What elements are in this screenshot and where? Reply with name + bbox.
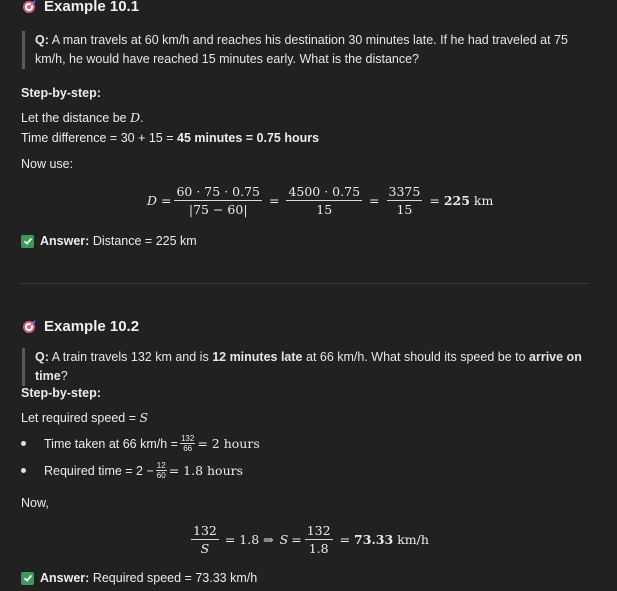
- eq-unit: km: [473, 193, 494, 208]
- small-fraction-den: 60: [156, 471, 166, 480]
- eq-mid: = 1.8 ⇒: [224, 532, 274, 547]
- fraction-1-den: S: [200, 541, 210, 556]
- eq-unit: km/h: [397, 532, 429, 547]
- eq-result: 225: [443, 193, 470, 208]
- eq-sign: =: [339, 532, 351, 547]
- example-2-heading: [22, 318, 139, 335]
- example-1-heading: [22, 0, 139, 15]
- bullet-dot: [21, 468, 26, 473]
- question-text: at 66 km/h. What should its speed be to: [302, 350, 530, 364]
- let-distance: Let the distance be D.: [21, 110, 144, 125]
- bullet-text: Required time = 2 −: [44, 463, 154, 478]
- fraction-2: [305, 522, 333, 557]
- time-difference: [21, 131, 319, 145]
- bullet-required-time: [21, 461, 243, 480]
- fraction-1-num: 60 · 75 · 0.75: [176, 184, 260, 199]
- fraction-2-num: 4500 · 0.75: [288, 184, 361, 199]
- small-fraction: [156, 461, 167, 480]
- bullet-dot: [21, 441, 26, 446]
- fraction-2-num: 132: [306, 523, 331, 538]
- eq-sign: =: [429, 193, 440, 208]
- example-2-question: [22, 348, 615, 386]
- let-var: S: [139, 410, 149, 425]
- question-prefix: Q:: [35, 350, 49, 364]
- fraction-3-den: 15: [396, 202, 413, 217]
- bullet-result: = 1.8 hours: [168, 463, 244, 478]
- eq-var: S: [279, 532, 289, 547]
- example-1-answer: [21, 234, 197, 248]
- let-text: Let the distance be: [21, 111, 127, 125]
- small-fraction-num: 132: [180, 434, 195, 443]
- time-diff-bold: 45 minutes = 0.75 hours: [177, 131, 320, 145]
- answer-text: Required speed = 73.33 km/h: [92, 571, 258, 585]
- time-diff-prefix: Time difference = 30 + 15 =: [21, 131, 177, 145]
- question-text: ?: [60, 369, 68, 383]
- answer-label: Answer:: [40, 234, 90, 248]
- example-2-answer: [21, 571, 257, 585]
- eq-result: 73.33: [354, 532, 394, 547]
- section-divider: [20, 283, 589, 284]
- fraction-3-num: 3375: [388, 184, 421, 199]
- fraction-2: [286, 183, 362, 218]
- eq-sign: =: [291, 532, 302, 547]
- answer-label: Answer:: [40, 571, 90, 585]
- eq-sign: =: [268, 193, 280, 208]
- eq-lhs: D =: [147, 193, 172, 208]
- check-icon: [21, 235, 34, 248]
- small-fraction-den: 66: [183, 444, 193, 453]
- small-fraction-num: 12: [156, 461, 166, 470]
- question-bold: arrive on time: [35, 350, 582, 383]
- small-fraction: [180, 434, 195, 453]
- bullet-result: = 2 hours: [197, 436, 260, 451]
- step-label: Step-by-step:: [21, 86, 101, 100]
- fraction-2-den: 15: [316, 202, 333, 217]
- question-text: A train travels 132 km and is: [51, 350, 213, 364]
- distance-equation: [147, 183, 493, 218]
- check-icon: [21, 572, 34, 585]
- bullet-time-taken: [21, 434, 260, 453]
- let-speed: [21, 410, 148, 425]
- fraction-1: [174, 183, 261, 218]
- fraction-1-num: 132: [193, 523, 217, 538]
- fraction-1: [191, 522, 219, 557]
- question-text: A man travels at 60 km/h and reaches his destination 30 minutes late. If he had traveled at 75 km/h, he would have reached 15 minutes early. What is the distance?: [35, 33, 568, 66]
- answer-text: Distance = 225 km: [92, 234, 197, 248]
- eq-sign: =: [369, 193, 380, 208]
- speed-equation: [188, 522, 429, 557]
- example-2-title: Example 10.2: [44, 318, 140, 335]
- question-prefix: Q:: [35, 33, 49, 47]
- example-1-title: Example 10.1: [44, 0, 140, 15]
- bullet-text: Time taken at 66 km/h =: [44, 436, 178, 451]
- let-var: D: [130, 110, 141, 125]
- fraction-1-den: |75 − 60|: [188, 202, 248, 217]
- target-icon: [22, 320, 36, 334]
- step-label: Step-by-step:: [21, 386, 101, 400]
- target-icon: [22, 0, 36, 14]
- let-text: Let required speed =: [21, 411, 137, 425]
- now-use: Now use:: [21, 157, 74, 171]
- question-bold: 12 minutes late: [212, 350, 303, 364]
- example-1-question: [22, 31, 595, 69]
- now-label: Now,: [21, 496, 49, 510]
- fraction-2-den: 1.8: [308, 541, 329, 556]
- fraction-3: [387, 183, 423, 218]
